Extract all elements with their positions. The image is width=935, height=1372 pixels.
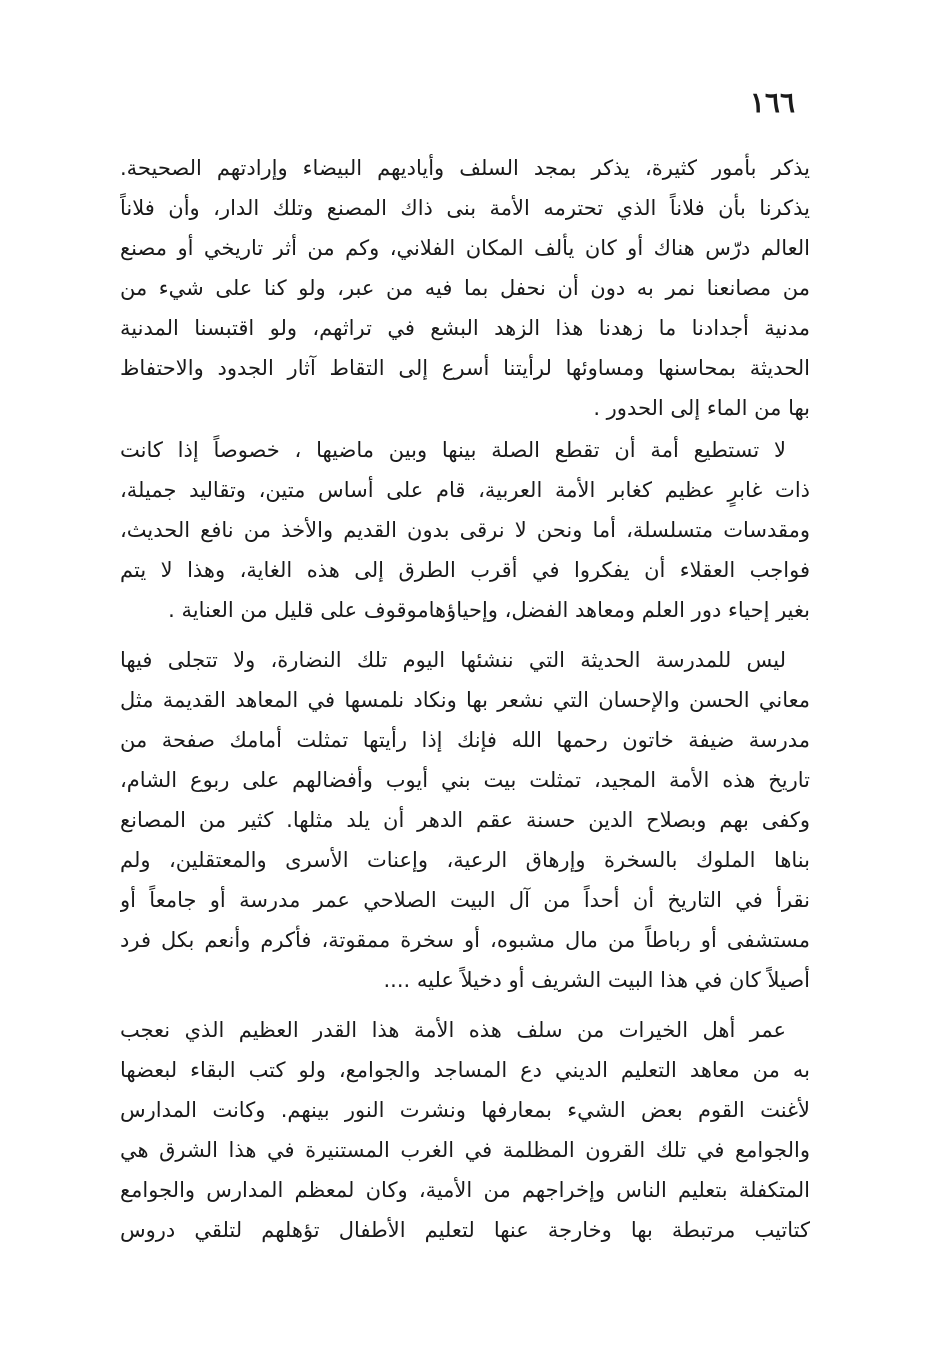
paragraph xyxy=(120,148,810,428)
text-line: كتاتيب مرتبطة بها وخارجة عنها لتعليم الأطفال تؤهلهم لتلقي دروس xyxy=(120,1218,810,1242)
text-line: به من معاهد التعليم الديني دع المساجد والجوامع، ولو كتب البقاء لبعضها xyxy=(120,1058,810,1082)
text-line: لأغنت القوم بعض الشيء بمعارفها ونشرت النور بينهم. وكانت المدارس xyxy=(120,1098,810,1122)
text-line: تاريخ هذه الأمة المجيد، تمثلت بيت بني أيوب وأفضالهم على ربوع الشام، xyxy=(120,768,810,792)
paragraph xyxy=(120,1010,810,1250)
text-line: بغير إحياء دور العلم ومعاهد الفضل، وإحياؤهاموقوف على قليل من العناية . xyxy=(168,598,810,622)
text-line: عمر أهل الخيرات من سلف هذه الأمة هذا القدر العظيم الذي نعجب xyxy=(120,1018,786,1042)
text-line: ذات غابرٍ عظيم كغابر الأمة العربية، قام على أساس متين، وتقاليد جميلة، xyxy=(120,478,810,502)
text-line: من مصانعنا نمر به دون أن نحفل بما فيه من عبر، ولو كنا على شيء من xyxy=(120,276,810,300)
paragraph xyxy=(120,430,810,630)
text-line: يذكر بأمور كثيرة، يذكر بمجد السلف وأياديهم البيضاء وإرادتهم الصحيحة. xyxy=(120,156,810,180)
text-line: ومقدسات متسلسلة، أما ونحن لا نرقى بدون القديم والأخذ من نافع الحديث، xyxy=(120,518,810,542)
text-line: العالم درّس هناك أو كان يألف المكان الفلاني، وكم من أثر تاريخي أو مصنع xyxy=(120,236,810,260)
text-line: معاني الحسن والإحسان التي نشعر بها ونكاد نلمسها في المعاهد القديمة مثل xyxy=(120,688,810,712)
text-line: وكفى بهم وبصلاح الدين حسنة عقم الدهر أن يلد مثلها. كثير من المصانع xyxy=(120,808,810,832)
text-line: الحديثة بمحاسنها ومساوئها لرأيتنا أسرع إلى التقاط آثار الجدود والاحتفاظ xyxy=(120,356,810,380)
text-line: مدنية أجدادنا ما زهدنا هذا الزهد البشع في تراثهم، ولو اقتبسنا المدنية xyxy=(120,316,810,340)
text-line: بها من الماء إلى الحدور . xyxy=(593,396,810,420)
page-number: ١٦٦ xyxy=(749,86,795,119)
text-line: ليس للمدرسة الحديثة التي ننشئها اليوم تلك النضارة، ولا تتجلى فيها xyxy=(120,648,786,672)
text-line: مستشفى أو رباطاً من مال مشبوه، أو سخرة ممقوتة، فأكرم وأنعم بكل فرد xyxy=(120,928,810,952)
text-line: فواجب العقلاء أن يفكروا في أقرب الطرق إلى هذه الغاية، وهذا لا يتم xyxy=(120,558,810,582)
text-line: أصيلاً كان في هذا البيت الشريف أو دخيلاً عليه .... xyxy=(383,968,810,992)
text-line: مدرسة ضيفة خاتون رحمها الله فإنك إذا رأيتها تمثلت أمامك صفحة من xyxy=(120,728,810,752)
text-line: لا تستطيع أمة أن تقطع الصلة بينها وبين ماضيها ، خصوصاً إذا كانت xyxy=(120,438,786,462)
text-line: بناها الملوك بالسخرة وإرهاق الرعية، وإعنات الأسرى والمعتقلين، ولم xyxy=(120,848,810,872)
paragraph xyxy=(120,640,810,1000)
text-line: نقرأ في التاريخ أن أحداً من آل البيت الصلاحي عمر مدرسة أو جامعاً أو xyxy=(120,888,810,912)
text-line: المتكفلة بتعليم الناس وإخراجهم من الأمية، وكان لمعظم المدارس والجوامع xyxy=(120,1178,810,1202)
text-line: والجوامع في تلك القرون المظلمة في الغرب المستنيرة في هذا الشرق هي xyxy=(120,1138,810,1162)
text-line: يذكرنا بأن فلاناً الذي تحترمه الأمة بنى ذاك المصنع وتلك الدار، وأن فلاناً xyxy=(120,196,810,220)
